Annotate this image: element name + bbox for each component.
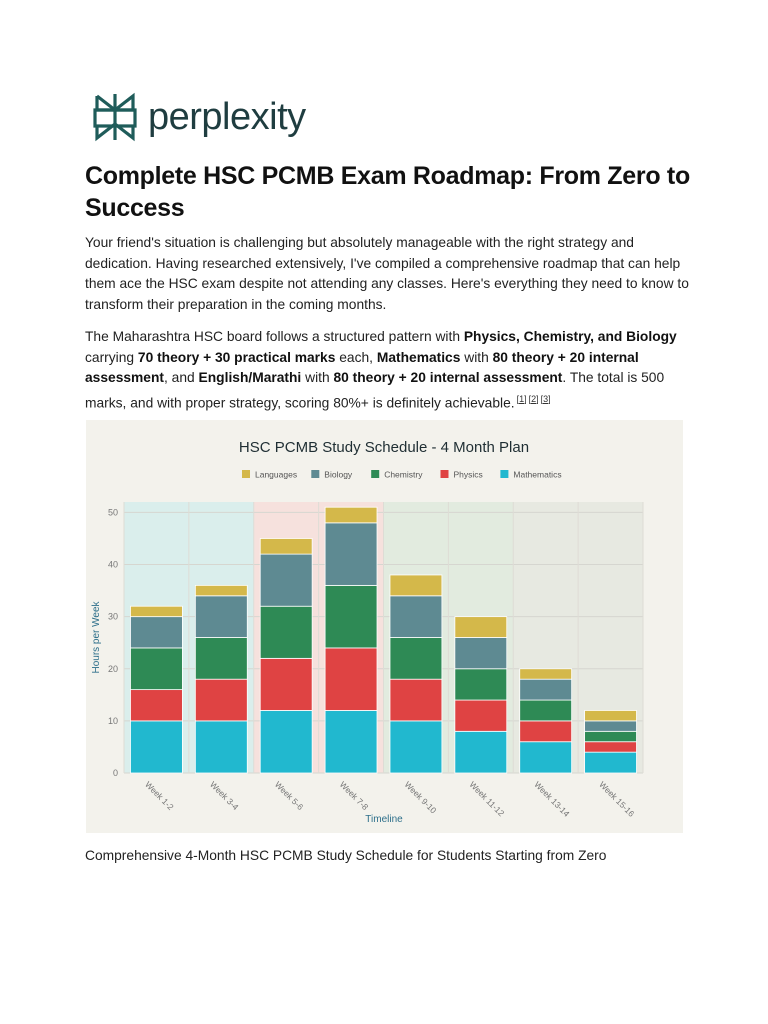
bar-physics-3: [260, 658, 312, 710]
y-tick-label-10: 10: [107, 715, 118, 726]
bold-mathematics: Mathematics: [376, 349, 461, 365]
bar-chemistry-8: [585, 731, 637, 741]
x-tick-label-8: Week 15-16: [597, 779, 637, 819]
x-tick-label-5: Week 9-10: [402, 779, 439, 816]
bar-chemistry-6: [455, 669, 507, 700]
study-schedule-chart: [86, 420, 683, 833]
bar-languages-1: [130, 606, 182, 616]
bar-mathematics-5: [390, 721, 442, 773]
bar-chemistry-2: [195, 638, 247, 680]
legend-swatch-mathematics: [500, 470, 508, 478]
bar-biology-2: [195, 596, 247, 638]
text-run: . The total is 500 marks, and with proper strategy, scoring 80%+ is definitely achievable.: [85, 370, 665, 411]
bar-physics-8: [585, 742, 637, 752]
chart-caption: Comprehensive 4-Month HSC PCMB Study Schedule for Students Starting from Zero: [85, 848, 607, 863]
bold-marks: 70 theory + 30 practical marks: [137, 349, 336, 365]
bold-subjects: Physics, Chemistry, and Biology: [463, 329, 677, 344]
text-run: carrying: [85, 349, 138, 365]
bar-languages-5: [390, 575, 442, 596]
y-axis-label: Hours per Week: [91, 601, 102, 674]
bar-biology-4: [325, 523, 377, 586]
article-title: Complete HSC PCMB Exam Roadmap: From Zero to Success: [85, 162, 690, 222]
bar-mathematics-6: [455, 731, 507, 773]
bar-chemistry-5: [390, 638, 442, 680]
bar-chemistry-7: [520, 700, 572, 721]
bar-physics-5: [390, 679, 442, 721]
bar-mathematics-4: [325, 710, 377, 773]
bar-languages-3: [260, 538, 312, 554]
bold-language-marks: 80 theory + 20 internal assessment: [333, 370, 563, 386]
legend-label-chemistry: Chemistry: [384, 469, 423, 480]
bar-mathematics-3: [260, 710, 312, 773]
bar-biology-3: [260, 554, 312, 606]
bar-physics-7: [520, 721, 572, 742]
citation-link-3[interactable]: [3]: [540, 393, 551, 404]
brand-logo: [92, 92, 306, 142]
bar-physics-4: [325, 648, 377, 711]
legend-swatch-chemistry: [371, 470, 379, 478]
citation-link-1[interactable]: [1]: [516, 393, 527, 404]
bar-biology-5: [390, 596, 442, 638]
y-tick-label-30: 30: [107, 611, 118, 622]
x-tick-label-2: Week 3-4: [207, 779, 241, 813]
bar-languages-2: [195, 585, 247, 595]
legend-label-languages: Languages: [255, 469, 298, 480]
perplexity-logo-icon: [92, 92, 138, 142]
legend-label-physics: Physics: [453, 469, 483, 480]
legend-swatch-physics: [441, 470, 449, 478]
bar-mathematics-2: [195, 721, 247, 773]
y-tick-label-20: 20: [107, 663, 118, 674]
x-axis-label: Timeline: [365, 814, 403, 825]
legend-label-biology: Biology: [324, 469, 353, 480]
bar-mathematics-8: [585, 752, 637, 773]
brand-name: perplexity: [148, 95, 306, 138]
x-tick-label-6: Week 11-12: [467, 779, 507, 819]
bar-mathematics-7: [520, 742, 572, 773]
chart-svg: [86, 420, 683, 833]
x-tick-label-1: Week 1-2: [143, 779, 176, 813]
intro-paragraph: Your friend's situation is challenging but absolutely manageable with the right strategy and dedication. Having researched extensively, I've compiled a comprehensive roadmap that can help them ace the HSC exam despite not attending any classes. Here's everything they need to know to transform their preparation in the coming months.: [85, 235, 689, 312]
x-tick-label-7: Week 13-14: [532, 779, 572, 819]
bar-physics-1: [130, 690, 182, 721]
bar-chemistry-4: [325, 585, 377, 648]
citation-link-2[interactable]: [2]: [528, 393, 539, 404]
bar-chemistry-1: [130, 648, 182, 690]
text-run: with: [301, 370, 334, 386]
bold-math-marks: 80 theory + 20 internal assessment: [85, 349, 639, 386]
bar-biology-8: [585, 721, 637, 731]
y-tick-label-50: 50: [107, 507, 118, 518]
text-run: , and: [164, 370, 199, 386]
y-tick-label-40: 40: [107, 559, 118, 570]
bar-physics-6: [455, 700, 507, 731]
y-tick-label-0: 0: [112, 768, 118, 778]
x-tick-label-4: Week 7-8: [337, 779, 371, 813]
legend-swatch-biology: [311, 470, 319, 478]
x-tick-label-3: Week 5-6: [272, 779, 306, 813]
bar-chemistry-3: [260, 606, 312, 658]
legend-label-mathematics: Mathematics: [513, 469, 562, 480]
bar-biology-7: [520, 679, 572, 700]
bar-languages-8: [585, 710, 637, 720]
bar-biology-6: [455, 638, 507, 669]
bar-languages-4: [325, 507, 377, 523]
bar-mathematics-1: [130, 721, 182, 773]
text-run: The Maharashtra HSC board follows a structured pattern with: [85, 329, 464, 344]
text-run: each,: [335, 349, 377, 365]
exam-pattern-paragraph: [85, 327, 695, 414]
bar-languages-6: [455, 617, 507, 638]
bar-languages-7: [520, 669, 572, 679]
chart-title: HSC PCMB Study Schedule - 4 Month Plan: [238, 439, 530, 456]
bold-languages: English/Marathi: [198, 370, 302, 386]
legend-swatch-languages: [242, 470, 250, 478]
bar-physics-2: [195, 679, 247, 721]
text-run: with: [460, 349, 493, 365]
bar-biology-1: [130, 617, 182, 648]
